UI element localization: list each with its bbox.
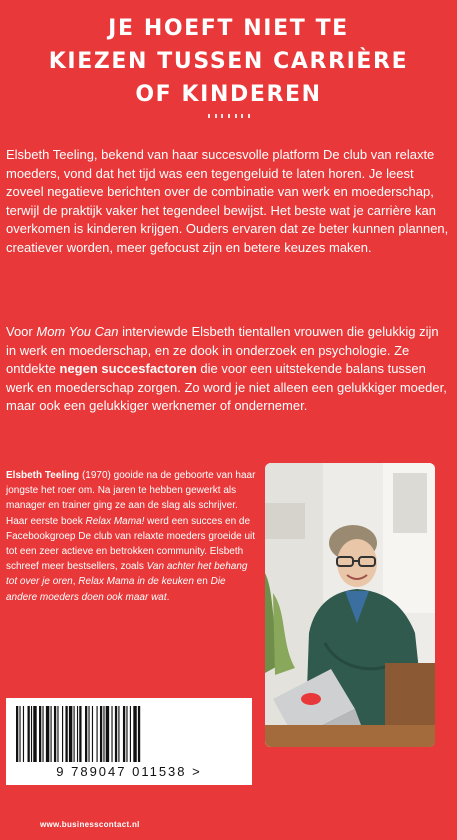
blurb-text: die voor een uitstekende balans tussen werk en moederschap zorgen. Zo word je niet alleen een gelukkiger moeder, maar ook een gelukkiger werknemer of ondernemer. [6,361,447,414]
book-title: Die andere moeders doen ook maar wat [6,576,226,603]
publisher-website: www.businesscontact.nl [40,820,140,829]
barcode-icon [16,706,242,762]
headline-line-1: JE HOEFT NIET TE [108,16,349,41]
blurb-paragraph-1: Elsbeth Teeling, bekend van haar succesvolle platform De club van relaxte moeders, vond dat het tijd was een tegengeluid te laten horen. Je leest zoveel negatieve berichten over de combinatie van werk en moederschap, terwijl de praktijk vaker het tegendeel bewijst. Het beste wat je carrière kan overkomen is kinderen krijgen. Ouders ervaren dat ze beter kunnen plannen, creatiever worden, meer gefocust zijn en betere keuzes maken. [6,147,449,255]
author-name: Elsbeth Teeling [6,470,80,481]
blurb-text: Voor [6,324,37,339]
blurb-text: interviewde Elsbeth tientallen vrouwen die gelukkig zijn in werk en moederschap, en ze dook in onderzoek en psychologie. Ze ontdekte [6,324,439,377]
bio-text: . [166,591,170,603]
blurb-paragraph-2 [6,323,452,416]
barcode-box [6,698,252,785]
book-title: Van achter het behang tot over je oren [6,561,248,588]
book-title: Relax Mama! [85,515,145,527]
bio-text: en [193,576,211,588]
isbn-number: 9 789047 011538 > [56,764,202,779]
bio-text: werd een succes en de Facebookgroep De club van relaxte moeders groeide uit tot een zeer actieve en betrokken community. Elsbeth schreef meer bestsellers, zoals [6,515,256,573]
author-photo [265,463,435,747]
decorative-divider [208,114,250,118]
headline [0,12,457,111]
blurb-highlight: negen succesfactoren [59,361,197,377]
bio-text: (1970) gooide na de geboorte van haar jongste het roer om. Na jaren te hebben gewerkt als manager en trainer ging ze aan de slag als schrijver. Haar eerste boek [6,470,256,527]
headline-line-2: KIEZEN TUSSEN CARRIÈRE [48,49,409,74]
author-photo-illustration [265,463,435,747]
bio-text: , [72,576,79,588]
book-title: Mom You Can [36,324,119,339]
headline-line-3: OF KINDEREN [135,82,322,107]
book-title: Relax Mama in de keuken [78,576,194,588]
author-bio [6,468,256,605]
